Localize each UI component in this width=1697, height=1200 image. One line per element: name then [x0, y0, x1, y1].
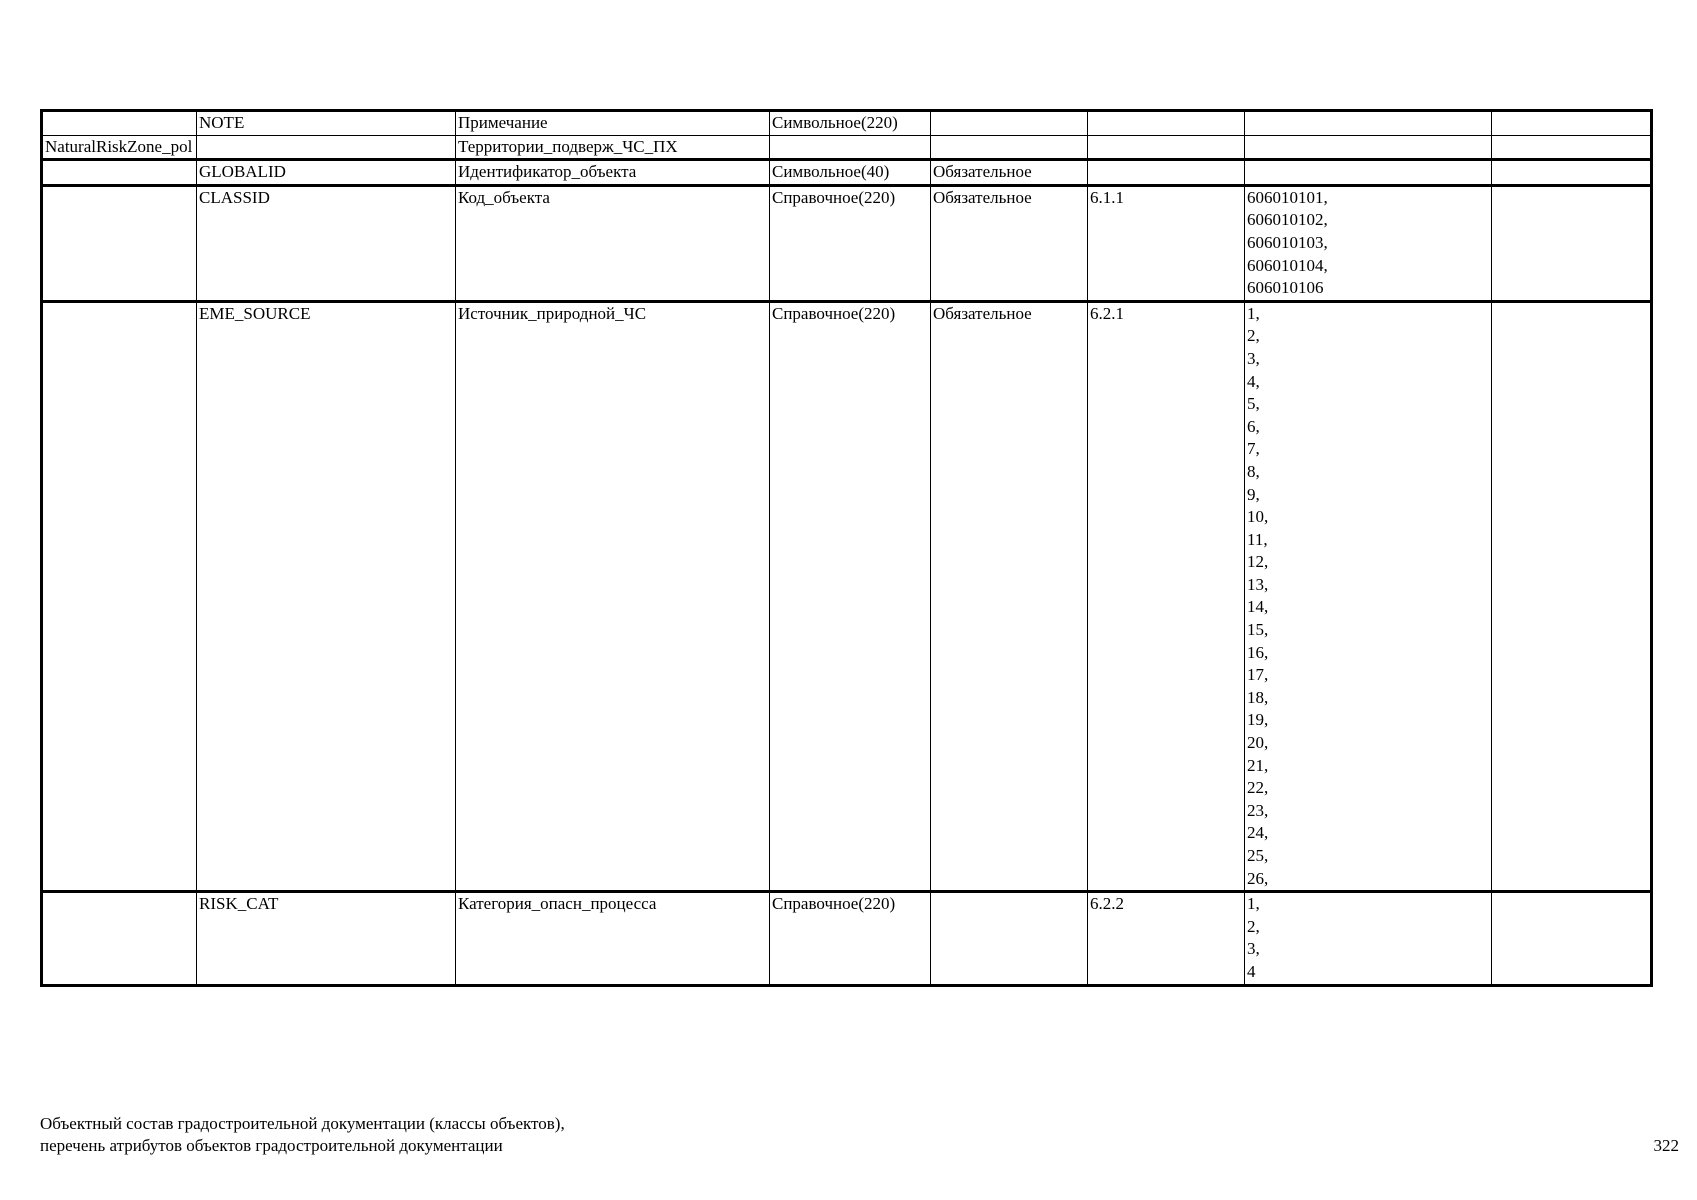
note-cell: [1492, 301, 1652, 891]
reference-cell: [1088, 111, 1245, 136]
reference-cell: 6.2.2: [1088, 892, 1245, 985]
obligation-cell: Обязательное: [931, 301, 1088, 891]
value-item: 25,: [1247, 846, 1269, 865]
value-item: 2,: [1247, 916, 1260, 936]
value-item: 6,: [1247, 416, 1260, 436]
class-name-cell: [42, 892, 197, 985]
value-item: 8,: [1247, 461, 1260, 481]
value-item: 23,: [1247, 800, 1269, 820]
values-cell: [1245, 892, 1492, 985]
attribute-name-cell: Идентификатор_объекта: [456, 160, 770, 186]
footer-line-1: Объектный состав градостроительной документации (классы объектов),: [40, 1114, 565, 1133]
obligation-cell: Обязательное: [931, 160, 1088, 186]
class-name-cell: [42, 185, 197, 301]
data-type-cell: Справочное(220): [770, 185, 931, 301]
value-item: 1,: [1247, 894, 1260, 914]
obligation-cell: Обязательное: [931, 185, 1088, 301]
data-type-cell: Справочное(220): [770, 301, 931, 891]
data-type-cell: Справочное(220): [770, 892, 931, 985]
attribute-code-cell: NOTE: [197, 111, 456, 136]
value-item: 24,: [1247, 823, 1269, 843]
value-item: 18,: [1247, 687, 1269, 707]
class-name-cell: [42, 301, 197, 891]
value-item: 10,: [1247, 507, 1269, 527]
attribute-name-cell: Территории_подверж_ЧС_ПХ: [456, 135, 770, 160]
value-item: 606010103,: [1247, 232, 1328, 252]
attribute-code-cell: [197, 135, 456, 160]
footer-line-2: перечень атрибутов объектов градостроительной документации: [40, 1136, 503, 1155]
data-type-cell: [770, 135, 931, 160]
table-row: [42, 160, 1652, 186]
value-item: 606010104,: [1247, 255, 1328, 275]
value-item: 1,: [1247, 303, 1260, 323]
obligation-cell: [931, 892, 1088, 985]
note-cell: [1492, 135, 1652, 160]
attribute-name-cell: Источник_природной_ЧС: [456, 301, 770, 891]
attribute-code-cell: RISK_CAT: [197, 892, 456, 985]
attribute-code-cell: EME_SOURCE: [197, 301, 456, 891]
values-cell: [1245, 185, 1492, 301]
table-row: [42, 301, 1652, 891]
value-item: 20,: [1247, 733, 1269, 753]
value-item: 606010101,: [1247, 187, 1328, 207]
value-item: 7,: [1247, 439, 1260, 459]
values-cell: [1245, 301, 1492, 891]
value-item: 21,: [1247, 755, 1269, 775]
value-item: 11,: [1247, 529, 1268, 549]
attribute-name-cell: Примечание: [456, 111, 770, 136]
attribute-code-cell: CLASSID: [197, 185, 456, 301]
value-item: 19,: [1247, 710, 1269, 730]
value-item: 22,: [1247, 778, 1269, 798]
note-cell: [1492, 892, 1652, 985]
footer: [40, 1113, 565, 1157]
obligation-cell: [931, 135, 1088, 160]
value-item: 13,: [1247, 574, 1269, 594]
table-row: [42, 892, 1652, 985]
obligation-cell: [931, 111, 1088, 136]
reference-cell: 6.2.1: [1088, 301, 1245, 891]
values-cell: [1245, 111, 1492, 136]
reference-cell: [1088, 160, 1245, 186]
page-number: 322: [1653, 1136, 1679, 1155]
table-row: [42, 135, 1652, 160]
values-cell: [1245, 160, 1492, 186]
value-item: 15,: [1247, 620, 1269, 640]
value-item: 12,: [1247, 552, 1269, 572]
value-item: 17,: [1247, 665, 1269, 685]
value-item: 9,: [1247, 484, 1260, 504]
values-cell: [1245, 135, 1492, 160]
value-item: 14,: [1247, 597, 1269, 617]
value-item: 16,: [1247, 642, 1269, 662]
value-item: 5,: [1247, 394, 1260, 414]
value-item: 4: [1247, 961, 1256, 981]
value-item: 3,: [1247, 348, 1260, 368]
attribute-code-cell: GLOBALID: [197, 160, 456, 186]
note-cell: [1492, 160, 1652, 186]
attribute-name-cell: Код_объекта: [456, 185, 770, 301]
data-type-cell: Символьное(40): [770, 160, 931, 186]
value-item: 3,: [1247, 939, 1260, 959]
table-row: [42, 111, 1652, 136]
attribute-name-cell: Категория_опасн_процесса: [456, 892, 770, 985]
data-type-cell: Символьное(220): [770, 111, 931, 136]
table-row: [42, 185, 1652, 301]
note-cell: [1492, 185, 1652, 301]
value-item: 606010106: [1247, 278, 1324, 298]
class-name-cell: [42, 160, 197, 186]
attributes-table: [40, 109, 1653, 987]
value-item: 4,: [1247, 371, 1260, 391]
value-item: 26,: [1247, 868, 1269, 888]
class-name-cell: [42, 111, 197, 136]
value-item: 606010102,: [1247, 210, 1328, 230]
note-cell: [1492, 111, 1652, 136]
reference-cell: 6.1.1: [1088, 185, 1245, 301]
reference-cell: [1088, 135, 1245, 160]
value-item: 2,: [1247, 326, 1260, 346]
class-name-cell: NaturalRiskZone_pol: [42, 135, 197, 160]
table-body: [42, 111, 1652, 986]
